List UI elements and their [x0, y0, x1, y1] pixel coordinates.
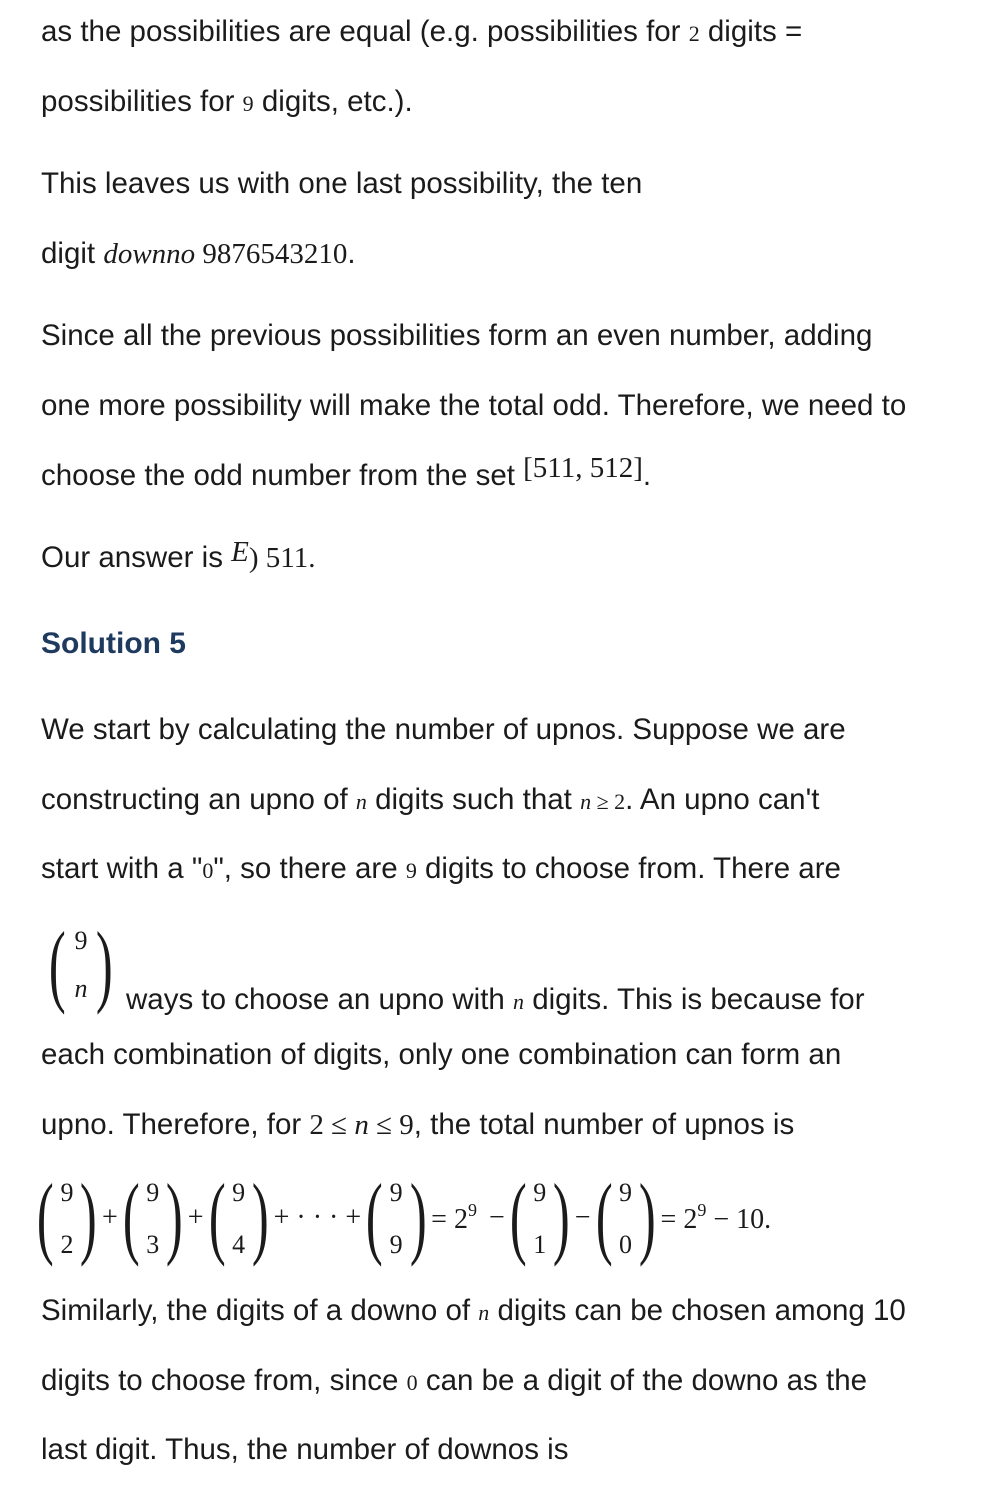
binomial: ( 9 4 ) [208, 1165, 269, 1267]
sum-equation: ( 9 2 ) + ( 9 3 ) + ( 9 4 ) + · · · + ( 9 9 ) = $2^9$ − ( 9 1 ) − ( 9 0 ) = $2^9 - 10$. [36, 1165, 772, 1267]
section-heading: Solution 5 [41, 627, 186, 660]
math: 9876543210 [195, 238, 348, 270]
math: 2 ≤ [309, 1109, 355, 1141]
answer-line: Our answer is E) 511. [41, 536, 316, 574]
math: downno [103, 238, 196, 270]
binomial: ( 9 3 ) [122, 1165, 183, 1267]
math: 0 [202, 858, 214, 883]
text-line: Similarly, the digits of a downo of n digits can be chosen among 10 [41, 1294, 906, 1327]
math: ≥ 2 [591, 789, 626, 814]
binomial-9-n: ( 9 n ) [48, 913, 114, 1015]
math: [511, 512] [523, 452, 643, 484]
text-line: as the possibilities are equal (e.g. possibilities for 2 digits = [41, 15, 803, 48]
math: 2 [688, 21, 700, 46]
text-line: start with a "0", so there are 9 digits to choose from. There are [41, 852, 841, 885]
math: 9 [242, 91, 254, 116]
text-line: This leaves us with one last possibility, the ten [41, 167, 643, 200]
text-line: constructing an upno of n digits such that n ≥ 2. An upno can't [41, 783, 820, 816]
text-line: last digit. Thus, the number of downos is [41, 1433, 569, 1466]
math: n [354, 1109, 369, 1141]
math: E [231, 536, 249, 568]
math: n [355, 789, 367, 814]
math: ) 511. [248, 542, 316, 574]
math: ≤ 9 [368, 1109, 414, 1141]
text-line: ways to choose an upno with n digits. This is because for [126, 983, 865, 1016]
math: 9 [405, 858, 417, 883]
text-line: one more possibility will make the total odd. Therefore, we need to [41, 389, 907, 422]
text-line: upno. Therefore, for 2 ≤ n ≤ 9, the total number of upnos is [41, 1108, 795, 1141]
binomial: ( 9 1 ) [509, 1165, 570, 1267]
text-line: We start by calculating the number of upnos. Suppose we are [41, 713, 846, 746]
math: n [580, 789, 592, 814]
text-line: choose the odd number from the set [511, 512]. [41, 452, 652, 492]
text-line: possibilities for 9 digits, etc.). [41, 85, 413, 118]
text-line: each combination of digits, only one combination can form an [41, 1038, 842, 1071]
text-line: digits to choose from, since 0 can be a digit of the downo as the [41, 1364, 868, 1397]
binomial: ( 9 2 ) [36, 1165, 98, 1267]
math: n [478, 1300, 490, 1325]
binomial: ( 9 9 ) [366, 1165, 427, 1267]
binomial: ( 9 0 ) [595, 1165, 656, 1267]
math: 0 [406, 1370, 418, 1395]
math: n [513, 989, 525, 1014]
text-line: Since all the previous possibilities form an even number, adding [41, 319, 873, 352]
text-line: digit downno 9876543210. [41, 237, 356, 270]
